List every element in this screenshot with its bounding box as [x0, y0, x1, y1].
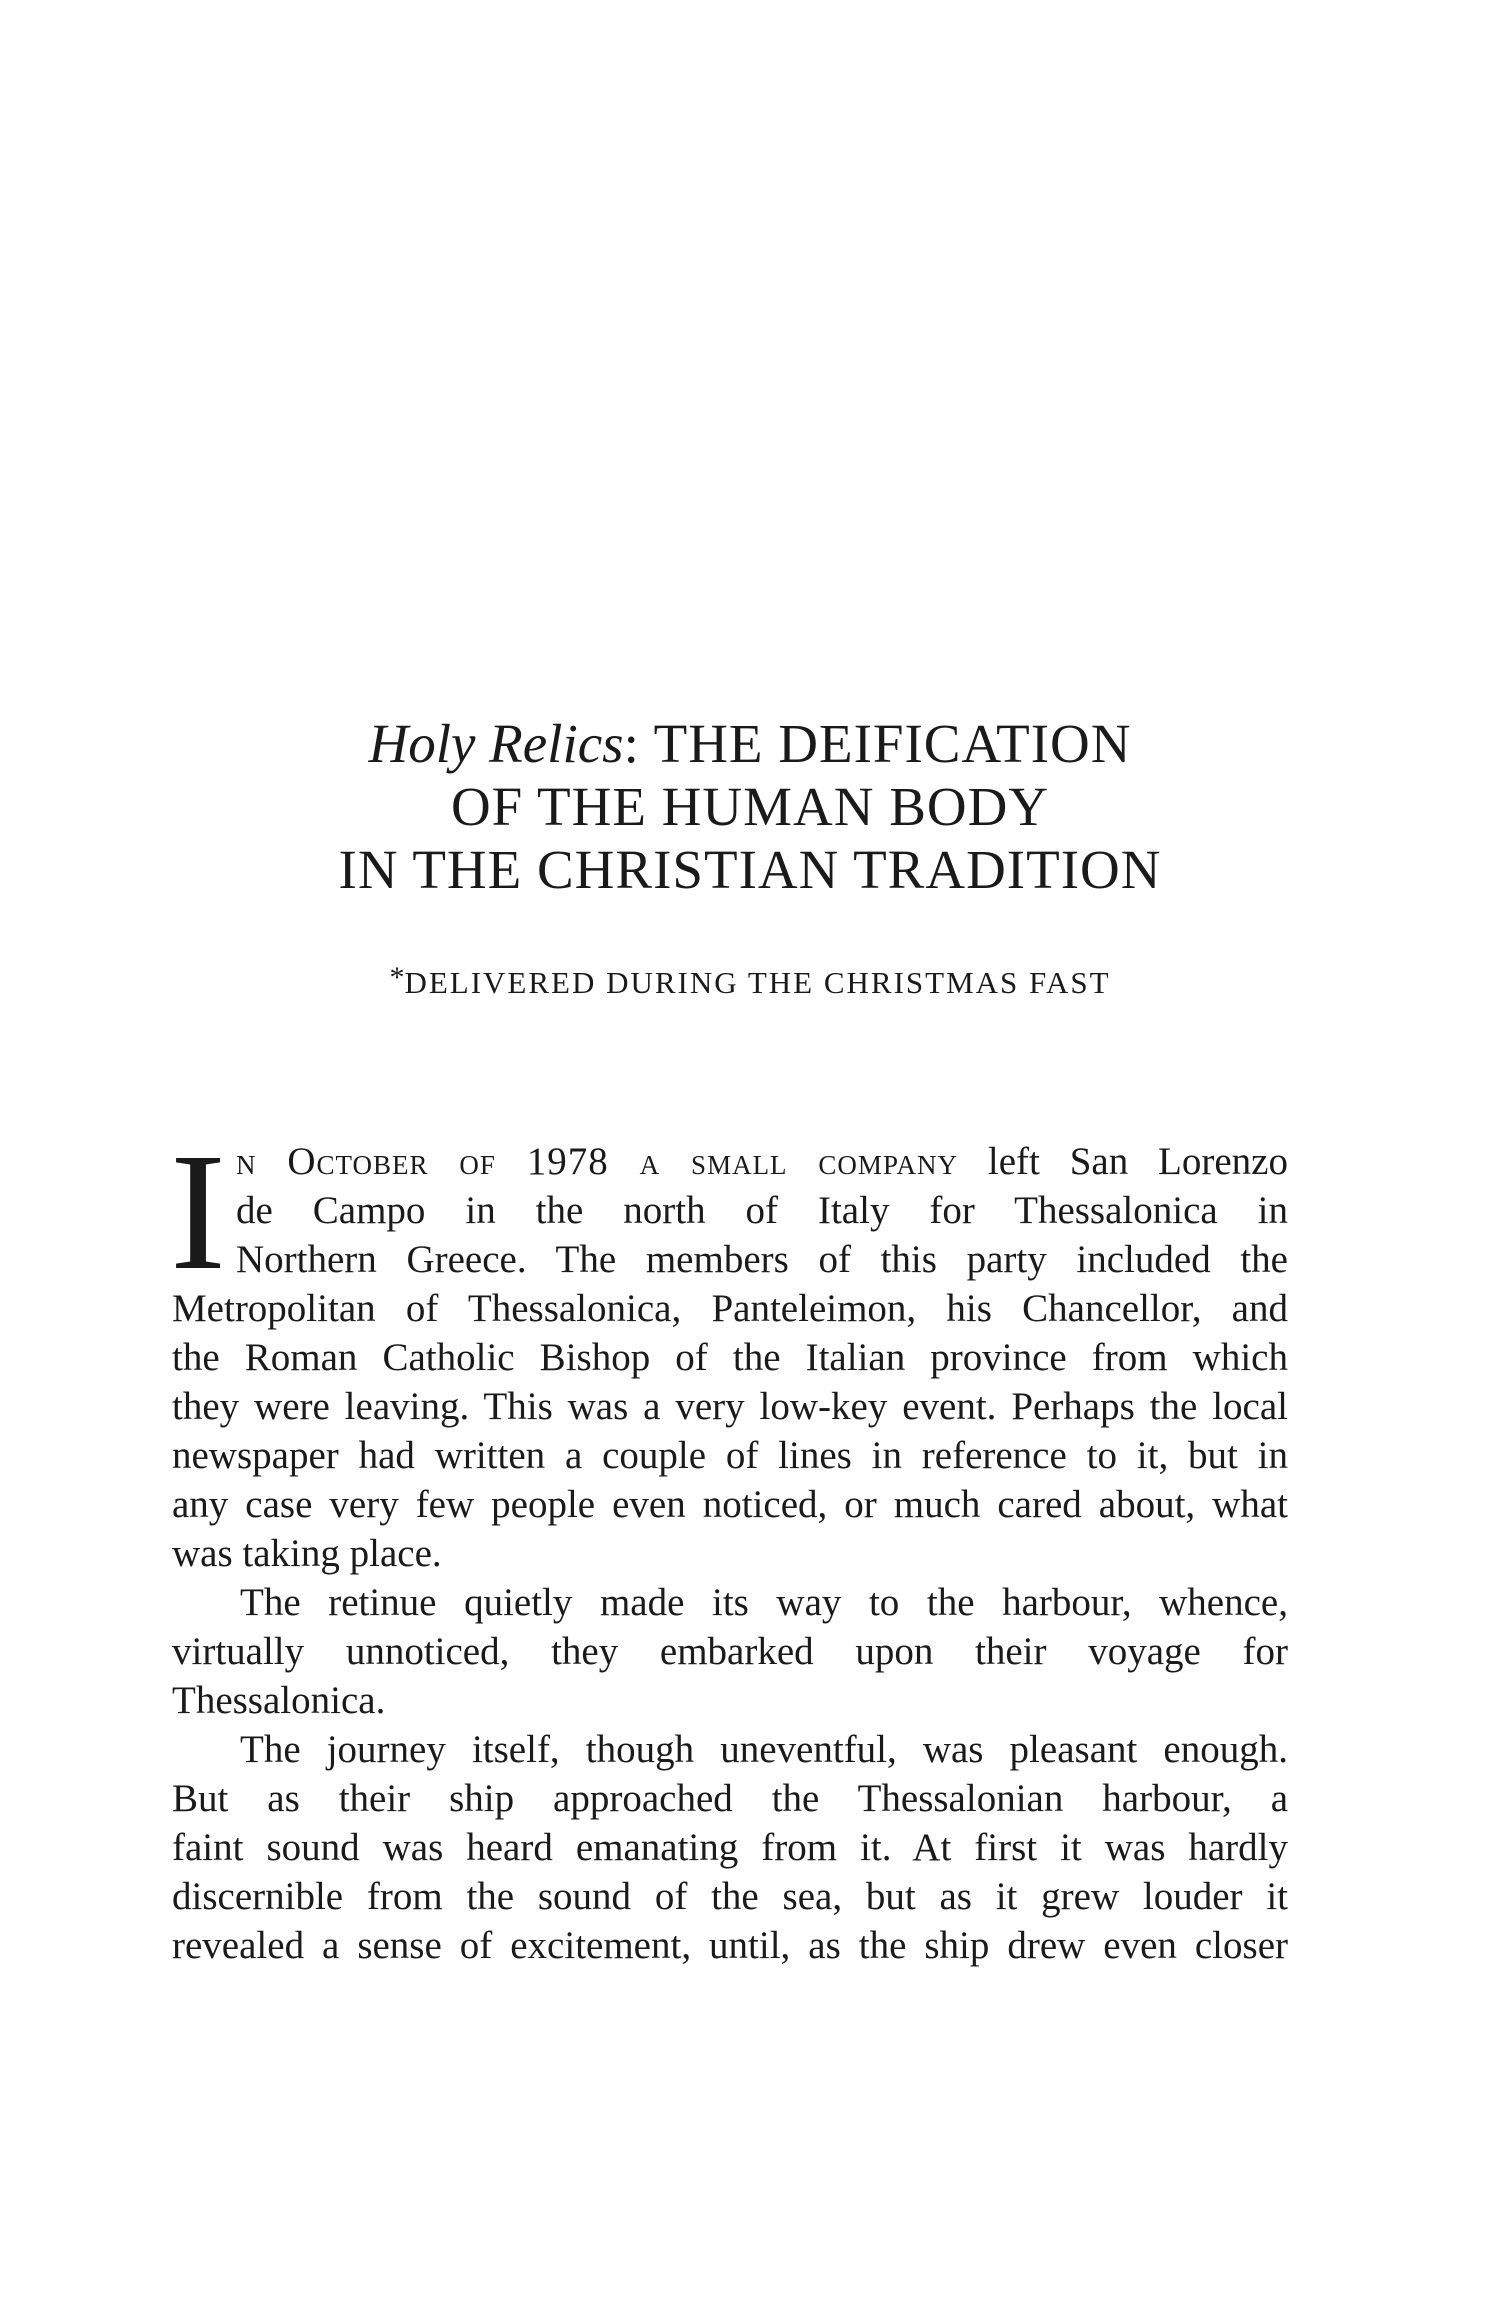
text-line: Metropolitan of Thessalonica, Panteleimon, his Chancellor, and: [172, 1287, 1288, 1330]
opening-paragraph: [170, 1119, 1288, 1578]
text-line: was taking place.: [172, 1532, 442, 1575]
text-line: The journey itself, though uneventful, was pleasant enough.: [240, 1728, 1288, 1771]
title-line-3: IN THE CHRISTIAN TRADITION: [338, 839, 1162, 900]
opening-smallcaps: n October of 1978 a small company: [236, 1140, 958, 1183]
text-line: any case very few people even noticed, or much cared about, what: [172, 1483, 1288, 1526]
text-line: Thessalonica.: [172, 1679, 386, 1722]
footnote-asterisk: *: [389, 961, 405, 994]
text-line: faint sound was heard emanating from it. At first it was hardly: [172, 1826, 1288, 1869]
text-line: Northern Greece. The members of this party included the: [236, 1238, 1288, 1281]
text-line: newspaper had written a couple of lines in reference to it, but in: [172, 1434, 1288, 1477]
drop-cap: I: [170, 1119, 226, 1305]
text-line: But as their ship approached the Thessalonian harbour, a: [172, 1777, 1288, 1820]
title-line-1: [170, 712, 1330, 775]
text-line: they were leaving. This was a very low-key event. Perhaps the local: [172, 1385, 1288, 1428]
chapter-title: [170, 712, 1330, 901]
text-line: discernible from the sound of the sea, but as it grew louder it: [172, 1875, 1288, 1918]
text-line: The retinue quietly made its way to the harbour, whence,: [240, 1581, 1288, 1624]
title-line-1-rest: : THE DEIFICATION: [623, 713, 1132, 774]
text-line: the Roman Catholic Bishop of the Italian province from which: [172, 1336, 1288, 1379]
subtitle-text: DELIVERED DURING THE CHRISTMAS FAST: [404, 965, 1111, 1000]
text-line: de Campo in the north of Italy for Thessalonica in: [236, 1189, 1288, 1232]
paragraph-2: [172, 1578, 1288, 1725]
text-line-content: left San Lorenzo: [957, 1140, 1288, 1183]
text-line: revealed a sense of excitement, until, as the ship drew even closer: [172, 1924, 1288, 1967]
paragraph-3: [172, 1725, 1288, 1970]
title-italic-part: Holy Relics: [368, 713, 624, 774]
text-line: virtually unnoticed, they embarked upon their voyage for: [172, 1630, 1288, 1673]
title-line-2: OF THE HUMAN BODY: [450, 776, 1050, 837]
text-line: [172, 1137, 1288, 1186]
body-text: [170, 1119, 1288, 1970]
chapter-subtitle: [170, 961, 1330, 1001]
